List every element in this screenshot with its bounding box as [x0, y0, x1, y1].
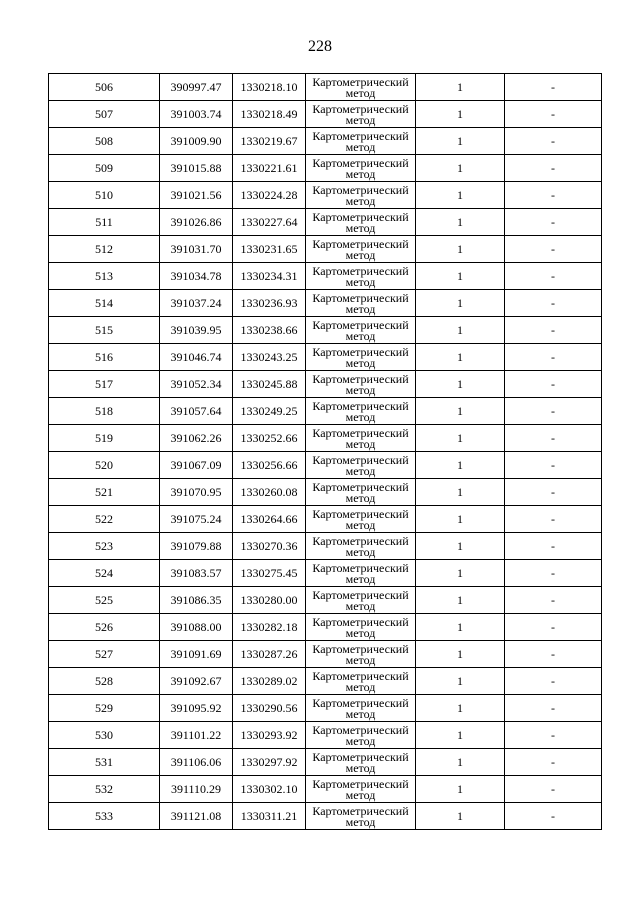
x-coordinate-cell: 391110.29 — [160, 776, 233, 803]
y-coordinate-cell: 1330243.25 — [233, 344, 306, 371]
page-number: 228 — [308, 38, 332, 55]
method-line-1: Картометрический — [312, 614, 409, 629]
accuracy-cell: 1 — [416, 425, 505, 452]
method-line-2: метод — [345, 814, 376, 829]
point-number-cell: 506 — [49, 74, 160, 101]
x-coordinate-cell: 391026.86 — [160, 209, 233, 236]
method-line-2: метод — [345, 625, 376, 640]
method-line-1: Картометрический — [312, 749, 409, 764]
table-body — [49, 74, 602, 830]
accuracy-cell: 1 — [416, 236, 505, 263]
accuracy-cell: 1 — [416, 155, 505, 182]
table-row — [49, 533, 602, 560]
method-cell — [306, 263, 416, 290]
method-line-1: Картометрический — [312, 506, 409, 521]
accuracy-cell: 1 — [416, 614, 505, 641]
note-cell: - — [505, 722, 602, 749]
x-coordinate-cell: 391046.74 — [160, 344, 233, 371]
accuracy-cell: 1 — [416, 479, 505, 506]
method-line-1: Картометрический — [312, 317, 409, 332]
y-coordinate-cell: 1330311.21 — [233, 803, 306, 830]
accuracy-cell: 1 — [416, 398, 505, 425]
table-row — [49, 614, 602, 641]
method-line-1: Картометрический — [312, 587, 409, 602]
accuracy-cell: 1 — [416, 344, 505, 371]
table-row — [49, 101, 602, 128]
method-line-1: Картометрический — [312, 101, 409, 116]
y-coordinate-cell: 1330218.49 — [233, 101, 306, 128]
method-line-2: метод — [345, 382, 376, 397]
x-coordinate-cell: 391067.09 — [160, 452, 233, 479]
table-row — [49, 209, 602, 236]
method-line-1: Картометрический — [312, 182, 409, 197]
note-cell: - — [505, 290, 602, 317]
table-row — [49, 641, 602, 668]
note-cell: - — [505, 506, 602, 533]
method-line-1: Картометрический — [312, 128, 409, 143]
note-cell: - — [505, 641, 602, 668]
method-line-1: Картометрический — [312, 425, 409, 440]
method-line-2: метод — [345, 85, 376, 100]
method-cell — [306, 614, 416, 641]
accuracy-cell: 1 — [416, 74, 505, 101]
table-row — [49, 722, 602, 749]
y-coordinate-cell: 1330256.66 — [233, 452, 306, 479]
accuracy-cell: 1 — [416, 263, 505, 290]
method-cell — [306, 74, 416, 101]
point-number-cell: 519 — [49, 425, 160, 452]
table-row — [49, 317, 602, 344]
note-cell: - — [505, 182, 602, 209]
method-line-2: метод — [345, 652, 376, 667]
y-coordinate-cell: 1330252.66 — [233, 425, 306, 452]
method-line-2: метод — [345, 247, 376, 262]
y-coordinate-cell: 1330302.10 — [233, 776, 306, 803]
accuracy-cell: 1 — [416, 506, 505, 533]
method-line-1: Картометрический — [312, 533, 409, 548]
y-coordinate-cell: 1330221.61 — [233, 155, 306, 182]
method-cell — [306, 371, 416, 398]
method-line-2: метод — [345, 544, 376, 559]
accuracy-cell: 1 — [416, 668, 505, 695]
x-coordinate-cell: 391034.78 — [160, 263, 233, 290]
method-line-1: Картометрический — [312, 560, 409, 575]
method-line-2: метод — [345, 139, 376, 154]
method-line-2: метод — [345, 220, 376, 235]
y-coordinate-cell: 1330264.66 — [233, 506, 306, 533]
point-number-cell: 531 — [49, 749, 160, 776]
table-row — [49, 803, 602, 830]
note-cell: - — [505, 371, 602, 398]
table-row — [49, 506, 602, 533]
accuracy-cell: 1 — [416, 587, 505, 614]
method-cell — [306, 668, 416, 695]
method-line-2: метод — [345, 760, 376, 775]
method-line-1: Картометрический — [312, 236, 409, 251]
note-cell: - — [505, 425, 602, 452]
method-cell — [306, 155, 416, 182]
table-row — [49, 668, 602, 695]
accuracy-cell: 1 — [416, 776, 505, 803]
table-row — [49, 263, 602, 290]
note-cell: - — [505, 587, 602, 614]
table-row — [49, 560, 602, 587]
point-number-cell: 526 — [49, 614, 160, 641]
table-row — [49, 182, 602, 209]
note-cell: - — [505, 452, 602, 479]
accuracy-cell: 1 — [416, 533, 505, 560]
point-number-cell: 511 — [49, 209, 160, 236]
table-row — [49, 749, 602, 776]
note-cell: - — [505, 209, 602, 236]
method-line-1: Картометрический — [312, 695, 409, 710]
note-cell: - — [505, 803, 602, 830]
method-cell — [306, 560, 416, 587]
point-number-cell: 517 — [49, 371, 160, 398]
table-row — [49, 290, 602, 317]
method-line-2: метод — [345, 787, 376, 802]
method-cell — [306, 344, 416, 371]
x-coordinate-cell: 391062.26 — [160, 425, 233, 452]
y-coordinate-cell: 1330224.28 — [233, 182, 306, 209]
x-coordinate-cell: 391092.67 — [160, 668, 233, 695]
accuracy-cell: 1 — [416, 695, 505, 722]
note-cell: - — [505, 776, 602, 803]
note-cell: - — [505, 695, 602, 722]
y-coordinate-cell: 1330231.65 — [233, 236, 306, 263]
method-line-2: метод — [345, 328, 376, 343]
note-cell: - — [505, 128, 602, 155]
point-number-cell: 524 — [49, 560, 160, 587]
x-coordinate-cell: 391095.92 — [160, 695, 233, 722]
accuracy-cell: 1 — [416, 317, 505, 344]
y-coordinate-cell: 1330218.10 — [233, 74, 306, 101]
point-number-cell: 507 — [49, 101, 160, 128]
coordinates-table — [48, 73, 602, 830]
y-coordinate-cell: 1330249.25 — [233, 398, 306, 425]
x-coordinate-cell: 391052.34 — [160, 371, 233, 398]
accuracy-cell: 1 — [416, 722, 505, 749]
accuracy-cell: 1 — [416, 452, 505, 479]
x-coordinate-cell: 391079.88 — [160, 533, 233, 560]
note-cell: - — [505, 398, 602, 425]
method-line-2: метод — [345, 112, 376, 127]
x-coordinate-cell: 391075.24 — [160, 506, 233, 533]
note-cell: - — [505, 749, 602, 776]
table-row — [49, 425, 602, 452]
method-cell — [306, 803, 416, 830]
point-number-cell: 515 — [49, 317, 160, 344]
method-line-1: Картометрический — [312, 155, 409, 170]
y-coordinate-cell: 1330270.36 — [233, 533, 306, 560]
y-coordinate-cell: 1330275.45 — [233, 560, 306, 587]
accuracy-cell: 1 — [416, 128, 505, 155]
accuracy-cell: 1 — [416, 101, 505, 128]
method-line-2: метод — [345, 274, 376, 289]
y-coordinate-cell: 1330282.18 — [233, 614, 306, 641]
x-coordinate-cell: 391009.90 — [160, 128, 233, 155]
method-line-1: Картометрический — [312, 722, 409, 737]
x-coordinate-cell: 391088.00 — [160, 614, 233, 641]
table-row — [49, 128, 602, 155]
method-line-1: Картометрический — [312, 668, 409, 683]
y-coordinate-cell: 1330297.92 — [233, 749, 306, 776]
method-line-2: метод — [345, 409, 376, 424]
method-line-2: метод — [345, 733, 376, 748]
x-coordinate-cell: 391003.74 — [160, 101, 233, 128]
method-line-2: метод — [345, 517, 376, 532]
note-cell: - — [505, 533, 602, 560]
method-cell — [306, 776, 416, 803]
x-coordinate-cell: 391057.64 — [160, 398, 233, 425]
y-coordinate-cell: 1330260.08 — [233, 479, 306, 506]
method-cell — [306, 506, 416, 533]
method-line-2: метод — [345, 193, 376, 208]
table-row — [49, 371, 602, 398]
method-line-2: метод — [345, 598, 376, 613]
method-line-2: метод — [345, 490, 376, 505]
note-cell: - — [505, 344, 602, 371]
method-cell — [306, 182, 416, 209]
x-coordinate-cell: 391021.56 — [160, 182, 233, 209]
table-row — [49, 452, 602, 479]
y-coordinate-cell: 1330245.88 — [233, 371, 306, 398]
accuracy-cell: 1 — [416, 749, 505, 776]
accuracy-cell: 1 — [416, 182, 505, 209]
y-coordinate-cell: 1330290.56 — [233, 695, 306, 722]
accuracy-cell: 1 — [416, 560, 505, 587]
method-cell — [306, 128, 416, 155]
x-coordinate-cell: 390997.47 — [160, 74, 233, 101]
method-cell — [306, 695, 416, 722]
method-cell — [306, 236, 416, 263]
method-line-2: метод — [345, 463, 376, 478]
method-cell — [306, 398, 416, 425]
method-line-1: Картометрический — [312, 452, 409, 467]
x-coordinate-cell: 391083.57 — [160, 560, 233, 587]
accuracy-cell: 1 — [416, 371, 505, 398]
method-line-1: Картометрический — [312, 290, 409, 305]
method-line-1: Картометрический — [312, 803, 409, 818]
table-row — [49, 236, 602, 263]
point-number-cell: 510 — [49, 182, 160, 209]
y-coordinate-cell: 1330287.26 — [233, 641, 306, 668]
method-line-2: метод — [345, 706, 376, 721]
accuracy-cell: 1 — [416, 803, 505, 830]
method-line-1: Картометрический — [312, 398, 409, 413]
note-cell: - — [505, 317, 602, 344]
note-cell: - — [505, 614, 602, 641]
x-coordinate-cell: 391039.95 — [160, 317, 233, 344]
method-cell — [306, 587, 416, 614]
point-number-cell: 509 — [49, 155, 160, 182]
method-line-1: Картометрический — [312, 263, 409, 278]
method-cell — [306, 101, 416, 128]
point-number-cell: 523 — [49, 533, 160, 560]
point-number-cell: 533 — [49, 803, 160, 830]
y-coordinate-cell: 1330227.64 — [233, 209, 306, 236]
method-line-1: Картометрический — [312, 209, 409, 224]
point-number-cell: 525 — [49, 587, 160, 614]
y-coordinate-cell: 1330219.67 — [233, 128, 306, 155]
note-cell: - — [505, 560, 602, 587]
accuracy-cell: 1 — [416, 290, 505, 317]
y-coordinate-cell: 1330238.66 — [233, 317, 306, 344]
method-line-2: метод — [345, 166, 376, 181]
note-cell: - — [505, 668, 602, 695]
table-row — [49, 155, 602, 182]
note-cell: - — [505, 236, 602, 263]
x-coordinate-cell: 391101.22 — [160, 722, 233, 749]
method-line-1: Картометрический — [312, 776, 409, 791]
y-coordinate-cell: 1330234.31 — [233, 263, 306, 290]
point-number-cell: 522 — [49, 506, 160, 533]
note-cell: - — [505, 479, 602, 506]
x-coordinate-cell: 391086.35 — [160, 587, 233, 614]
x-coordinate-cell: 391106.06 — [160, 749, 233, 776]
note-cell: - — [505, 74, 602, 101]
accuracy-cell: 1 — [416, 209, 505, 236]
method-cell — [306, 533, 416, 560]
x-coordinate-cell: 391037.24 — [160, 290, 233, 317]
note-cell: - — [505, 101, 602, 128]
point-number-cell: 521 — [49, 479, 160, 506]
method-line-1: Картометрический — [312, 641, 409, 656]
table-row — [49, 74, 602, 101]
y-coordinate-cell: 1330280.00 — [233, 587, 306, 614]
point-number-cell: 513 — [49, 263, 160, 290]
point-number-cell: 532 — [49, 776, 160, 803]
accuracy-cell: 1 — [416, 641, 505, 668]
x-coordinate-cell: 391091.69 — [160, 641, 233, 668]
x-coordinate-cell: 391015.88 — [160, 155, 233, 182]
table-row — [49, 695, 602, 722]
method-line-2: метод — [345, 301, 376, 316]
method-line-2: метод — [345, 355, 376, 370]
table-row — [49, 587, 602, 614]
table-row — [49, 344, 602, 371]
point-number-cell: 530 — [49, 722, 160, 749]
point-number-cell: 508 — [49, 128, 160, 155]
x-coordinate-cell: 391121.08 — [160, 803, 233, 830]
x-coordinate-cell: 391031.70 — [160, 236, 233, 263]
method-cell — [306, 722, 416, 749]
point-number-cell: 520 — [49, 452, 160, 479]
table-row — [49, 776, 602, 803]
y-coordinate-cell: 1330293.92 — [233, 722, 306, 749]
point-number-cell: 514 — [49, 290, 160, 317]
method-cell — [306, 209, 416, 236]
x-coordinate-cell: 391070.95 — [160, 479, 233, 506]
point-number-cell: 516 — [49, 344, 160, 371]
method-line-1: Картометрический — [312, 371, 409, 386]
point-number-cell: 528 — [49, 668, 160, 695]
method-cell — [306, 425, 416, 452]
note-cell: - — [505, 263, 602, 290]
method-line-1: Картометрический — [312, 479, 409, 494]
method-line-1: Картометрический — [312, 74, 409, 89]
y-coordinate-cell: 1330236.93 — [233, 290, 306, 317]
point-number-cell: 518 — [49, 398, 160, 425]
table-row — [49, 479, 602, 506]
method-cell — [306, 317, 416, 344]
method-cell — [306, 749, 416, 776]
y-coordinate-cell: 1330289.02 — [233, 668, 306, 695]
point-number-cell: 512 — [49, 236, 160, 263]
method-cell — [306, 641, 416, 668]
point-number-cell: 529 — [49, 695, 160, 722]
method-line-2: метод — [345, 679, 376, 694]
note-cell: - — [505, 155, 602, 182]
method-cell — [306, 479, 416, 506]
method-line-2: метод — [345, 436, 376, 451]
method-line-2: метод — [345, 571, 376, 586]
method-cell — [306, 290, 416, 317]
table-row — [49, 398, 602, 425]
point-number-cell: 527 — [49, 641, 160, 668]
method-line-1: Картометрический — [312, 344, 409, 359]
method-cell — [306, 452, 416, 479]
